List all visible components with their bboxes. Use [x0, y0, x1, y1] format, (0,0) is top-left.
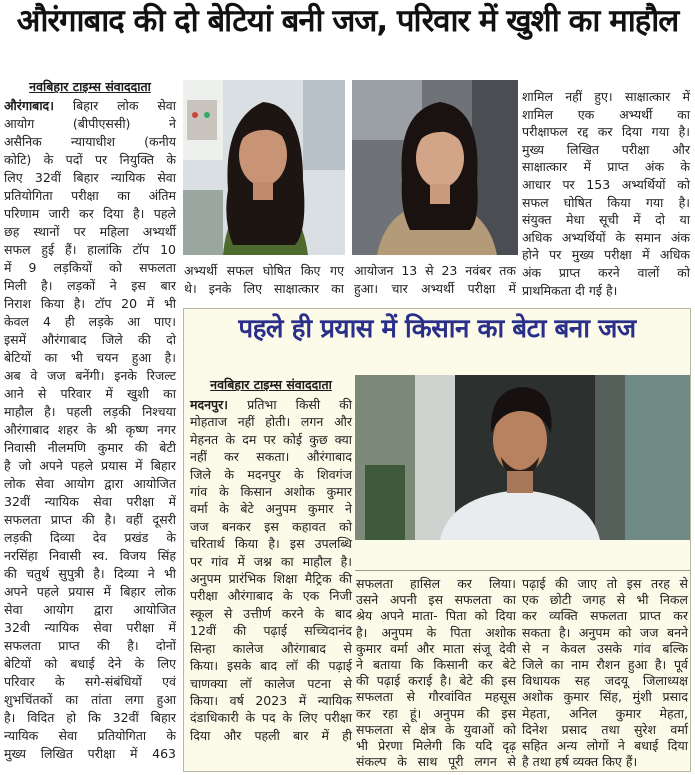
text-line: साक्षात्कार में प्राप्त अंक के — [522, 159, 690, 175]
text-line: सफल घोषित किया गया है। — [522, 194, 690, 210]
text-line: सेवा आयोग द्वारा आयोजित — [4, 602, 176, 617]
text-line: परिणाम जारी कर दिया है। पहले — [4, 206, 176, 221]
text-line: मेहनत के दम पर कोई कुछ क्या — [190, 431, 352, 447]
text-line: कोटि) के पदों पर नियुक्ति के — [4, 152, 176, 167]
text-line: लोक सेवा आयोग द्वारा आयोजित — [4, 476, 176, 491]
text-line: निराश किया है। टॉप 20 में भी — [4, 296, 176, 311]
right-column-text — [522, 88, 690, 299]
text-line: किया। इसके बाद लॉ की पढ़ाई — [190, 658, 352, 674]
text-line: निवासी नीलमणि कुमार की बेटी — [4, 440, 176, 455]
text-line: परीक्षाफल रद्द कर दिया गया है। — [522, 124, 690, 140]
text-line: पढ़ाई की जाए तो इस तरह से — [522, 576, 688, 591]
text-line: मुख्य लिखित परीक्षा में 463 — [4, 746, 176, 761]
text-line: प्रतियोगिता परीक्षा का अंतिम — [4, 188, 176, 203]
text-line: परिवार के सगे-संबंधियों एवं — [4, 674, 176, 689]
text-line: बेटियों का भी चयन हुआ है। — [4, 350, 176, 365]
text-line: नरसिंहा निवासी स्व. विजय सिंह — [4, 548, 176, 563]
text-line: चाणक्या लॉ कालेज पटना से — [190, 675, 352, 691]
text-line: में 9 लड़कियों को सफलता — [4, 260, 176, 275]
text-line: आने से परिवार में खुशी का — [4, 386, 176, 401]
text-line: होने पर मुख्य परीक्षा में अधिक — [522, 247, 690, 263]
text-line: असैनिक न्यायाधीश (कनीय — [4, 134, 176, 149]
text-line: 12वीं की पढ़ाई सच्चिदानंद — [190, 623, 352, 639]
text-line: लिए 32वीं बिहार न्यायिक सेवा — [4, 170, 176, 185]
text-line: पर गांव में जश्न का माहौल है। — [190, 553, 352, 569]
article2-headline: पहले ही प्रयास में किसान का बेटा बना जज — [238, 314, 636, 344]
text-line: मेहता, अनिल कुमार मेहता, — [522, 705, 688, 721]
divider — [355, 570, 690, 571]
text-line: उसने अपनी इस सफलता का — [356, 592, 516, 608]
text-line: विधायक सह जदयू जिलाध्यक्ष — [522, 673, 688, 689]
text-line: सफलता से क्षेत्र के युवाओं को — [356, 721, 516, 737]
text-line: दंडाधिकारी के पद के लिए परीक्षा — [190, 710, 352, 726]
text-line: चरितार्थ किया है। इस उपलब्धि — [190, 536, 352, 552]
text-line: है तथा हर्ष व्यक्त किए हैं। — [522, 754, 638, 770]
text-line: सफलता प्राप्त की है। दोनों — [4, 638, 176, 653]
text-line: श्रेय अपने माता- पिता को दिया — [356, 608, 516, 624]
article2-column-2 — [356, 576, 516, 770]
text-line: भी प्रेरणा मिलेगी कि यदि दृढ़ — [356, 738, 516, 754]
text-line: लड़की दिव्या देव प्रखंड के — [4, 530, 176, 545]
text-line-body: बिहार लोक सेवा — [72, 98, 176, 113]
text-line: जज बनकर इस कहावत को — [190, 518, 352, 534]
article2-byline: नवबिहार टाइम्स संवाददाता — [210, 377, 332, 392]
text-line: एक छोटी जगह से भी निकल — [522, 592, 688, 608]
text-line: से न केवल उसके गांव बल्कि — [522, 640, 688, 656]
text-line: सहित अन्य लोगों ने बधाई दिया — [522, 738, 688, 754]
text-line: 32वी न्यायिक सेवा परीक्षा में — [4, 620, 176, 635]
text-line: औरंगाबाद शहर के श्री कृष्ण नगर — [4, 422, 176, 437]
text-line: कर व्यक्ति सफलता प्राप्त कर — [522, 608, 688, 624]
byline: नवबिहार टाइम्स संवाददाता — [29, 79, 151, 94]
text-line: वर्मा के बेटे अनुपम कुमार ने — [190, 501, 352, 517]
text-line: संकल्प के साथ पूरी लगन से — [356, 754, 516, 770]
dateline: औरंगाबाद। — [4, 98, 54, 113]
text-line: मुख्य लिखित परीक्षा और — [522, 141, 690, 157]
text-line: अधिक अभ्यर्थियों के समान अंक — [522, 229, 690, 245]
text-line: शामिल नहीं हुए। साक्षात्कार में — [522, 89, 690, 104]
text-line — [4, 97, 176, 115]
text-line: सफलता से गौरवांवित महसूस — [356, 689, 516, 705]
text-line: माहौल है। पहली लड़की निश्चया — [4, 404, 176, 419]
text-line: सिन्हा कालेज औरंगाबाद से — [190, 640, 352, 656]
text-line: स्कूल से उत्तीर्ण करने के बाद — [190, 605, 352, 621]
text-line: नहीं कर सकता। औरंगाबाद — [190, 449, 352, 465]
text-line: किया। वर्ष 2023 में न्यायिक — [190, 692, 352, 708]
text-line: अनुपम प्रारंभिक शिक्षा मैट्रिक की — [190, 571, 352, 587]
text-line: प्राथमिकता दी गई है। — [522, 282, 618, 298]
text-line: 32वीं न्यायिक सेवा परीक्षा में — [4, 494, 176, 509]
text-line: कर रहा हूं। अनुपम की इस — [356, 705, 516, 721]
text-line: आयोग (बीपीएससी) ने — [4, 116, 176, 131]
article2-column-3 — [522, 576, 688, 770]
text-line: जिले के मदनपुर के शिवगंज — [190, 466, 352, 482]
text-line: परीक्षा औरंगाबाद के एक निजी — [190, 588, 352, 604]
text-line: अभ्यर्थी सफल घोषित किए गए — [184, 263, 344, 278]
photo-daughter-2 — [352, 80, 518, 255]
text-line: अंक प्राप्त करने वालों को — [522, 264, 690, 280]
text-line-body: प्रतिभा किसी की — [247, 397, 352, 412]
text-line: छह स्थानों पर महिला अभ्यर्थी — [4, 224, 176, 239]
text-line: संयुक्त मेधा सूची में दो या — [522, 212, 690, 228]
text-line: सफलता हासिल कर लिया। — [356, 576, 516, 591]
text-line: बेटियों को बधाई देने के लिए — [4, 656, 176, 671]
text-line: है। विदित हो कि 32वीं बिहार — [4, 710, 176, 725]
text-line: केवल 4 ही लड़के आ पाए। — [4, 314, 176, 329]
photo-son — [355, 375, 690, 540]
text-line: की चतुर्थ सुपुत्री है। दिव्या ने भी — [4, 566, 176, 581]
text-line: शामिल एक अभ्यर्थी का — [522, 106, 690, 122]
text-line: है। अनुपम के पिता अशोक — [356, 624, 516, 640]
main-headline: औरंगाबाद की दो बेटियां बनी जज, परिवार में खुशी का माहौल — [16, 3, 679, 39]
text-line: दिनेश प्रसाद तथा सुरेश वर्मा — [522, 721, 688, 737]
article2-column-1 — [190, 396, 352, 744]
text-line: की पढ़ाई कराई है। बेटे की इस — [356, 673, 516, 689]
text-line: अपने पहले प्रयास में बिहार लोक — [4, 584, 176, 599]
left-column-text — [4, 97, 176, 763]
text-line: दिया और पहली बार में ही — [190, 727, 352, 743]
text-line: ने बताया कि किसानी कर बेटे — [356, 657, 516, 673]
caption-column-2 — [354, 262, 516, 298]
text-line: जिले का नाम रौशन हुआ है। पूर्व — [522, 657, 688, 673]
text-line: कुमार वर्मा और माता संजू देवी — [356, 640, 516, 656]
text-line: है जो अपने पहले प्रयास में बिहार — [4, 458, 176, 473]
text-line: गांव के किसान अशोक कुमार — [190, 484, 352, 500]
photo-daughter-1 — [183, 80, 345, 255]
text-line: इसमें औरंगाबाद जिले की दो — [4, 332, 176, 347]
text-line: आधार पर 153 अभ्यर्थियों को — [522, 176, 690, 192]
text-line: न्यायिक सेवा प्रतियोगिता के — [4, 728, 176, 743]
text-line: शुभचिंतकों का तांता लगा हुआ — [4, 692, 176, 707]
caption-column-1 — [184, 262, 344, 298]
text-line: सकता है। अनुपम को जज बनने — [522, 624, 688, 640]
text-line: मिली है। लड़कों ने इस बार — [4, 278, 176, 293]
text-line: आयोजन 13 से 23 नवंबर तक — [354, 263, 516, 278]
text-line: हुआ। चार अभ्यर्थी परीक्षा में — [354, 281, 516, 296]
text-line: मोहताज नहीं होती। लगन और — [190, 414, 352, 430]
text-line: अब वे जज बनेंगी। इनके रिजल्ट — [4, 368, 176, 383]
text-line: अशोक कुमार सिंह, मुंशी प्रसाद — [522, 689, 688, 705]
text-line: सफलता प्राप्त की है। वहीं दूसरी — [4, 512, 176, 527]
text-line: थे। इनके लिए साक्षात्कार का — [184, 281, 344, 296]
text-line: सफल हुई हैं। हालांकि टॉप 10 — [4, 242, 176, 257]
dateline: मदनपुर। — [190, 397, 229, 412]
text-line — [190, 396, 352, 413]
